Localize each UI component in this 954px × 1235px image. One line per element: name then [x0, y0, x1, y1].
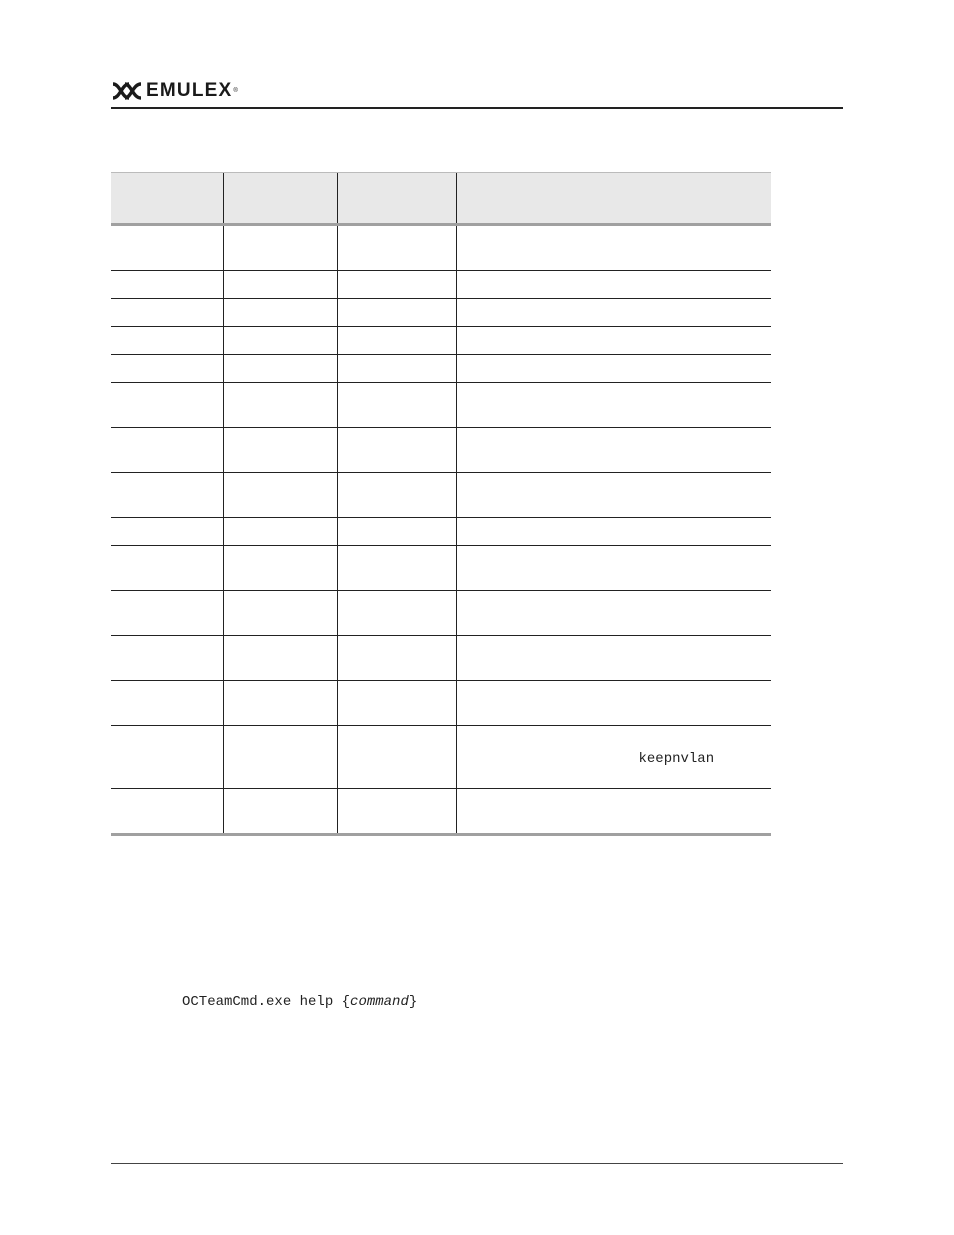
table-cell [223, 681, 337, 726]
table-row [111, 518, 771, 546]
table-cell [223, 518, 337, 546]
parameter-table [111, 172, 771, 836]
table-cell [337, 726, 456, 789]
table-row [111, 225, 771, 271]
footer-rule [111, 1163, 843, 1164]
syntax-command: OCTeamCmd.exe help [182, 994, 342, 1010]
table-cell [456, 591, 771, 636]
table-cell [337, 428, 456, 473]
table-row [111, 726, 771, 789]
table-cell [456, 789, 771, 835]
table-cell [111, 789, 223, 835]
syntax-brace-open: { [341, 994, 351, 1010]
table-cell [223, 726, 337, 789]
syntax-argument: command [350, 994, 409, 1010]
table-cell [456, 726, 771, 789]
table-row [111, 383, 771, 428]
table-cell [223, 473, 337, 518]
table-header-cell [456, 173, 771, 225]
table-row [111, 591, 771, 636]
table-cell [111, 327, 223, 355]
table-cell [111, 383, 223, 428]
table-cell [111, 271, 223, 299]
table-cell [337, 636, 456, 681]
table-cell [223, 789, 337, 835]
syntax-brace-close: } [408, 994, 418, 1010]
table-cell [223, 428, 337, 473]
table-cell [111, 428, 223, 473]
table-cell [456, 225, 771, 271]
table-cell [223, 546, 337, 591]
table-cell [337, 789, 456, 835]
table-cell [223, 636, 337, 681]
table-cell [456, 473, 771, 518]
table-cell [456, 327, 771, 355]
table-cell [111, 636, 223, 681]
table-cell [337, 383, 456, 428]
table-cell [223, 299, 337, 327]
table-cell [456, 546, 771, 591]
command-syntax [182, 994, 417, 1010]
table-cell [337, 591, 456, 636]
table-cell [111, 546, 223, 591]
table-cell [337, 299, 456, 327]
table-row [111, 681, 771, 726]
page-header [111, 80, 238, 102]
table-row [111, 789, 771, 835]
table-row [111, 271, 771, 299]
table-cell [337, 518, 456, 546]
table-cell [111, 225, 223, 271]
table-cell [223, 225, 337, 271]
table-header-cell [223, 173, 337, 225]
header-rule [111, 107, 843, 109]
table-cell [456, 428, 771, 473]
table-cell [456, 518, 771, 546]
table-cell [111, 726, 223, 789]
table-row [111, 636, 771, 681]
table-row [111, 546, 771, 591]
table-cell [111, 299, 223, 327]
table-row [111, 355, 771, 383]
table-cell [223, 591, 337, 636]
table-header-cell [337, 173, 456, 225]
table-cell [223, 355, 337, 383]
table-cell [456, 636, 771, 681]
keepnvlan-keyword: keepnvlan [638, 751, 715, 767]
table-cell [223, 327, 337, 355]
table-cell [111, 681, 223, 726]
table-cell [456, 299, 771, 327]
table-cell [337, 327, 456, 355]
table-cell [456, 355, 771, 383]
trademark: ® [233, 88, 238, 94]
table-cell [337, 225, 456, 271]
table-cell [456, 383, 771, 428]
table-cell [111, 591, 223, 636]
table-cell [223, 271, 337, 299]
brand-name: EMULEX [146, 80, 233, 101]
table-cell [337, 681, 456, 726]
table-row [111, 428, 771, 473]
table-cell [456, 271, 771, 299]
table-cell [111, 473, 223, 518]
table-cell [337, 355, 456, 383]
table-cell [337, 546, 456, 591]
emulex-logo-icon [111, 81, 143, 101]
table-cell [337, 271, 456, 299]
table-header-cell [111, 173, 223, 225]
table-header-row [111, 173, 771, 225]
table-cell [223, 383, 337, 428]
table-cell [337, 473, 456, 518]
table-cell [456, 681, 771, 726]
table-cell [111, 518, 223, 546]
table-row [111, 299, 771, 327]
table-cell [111, 355, 223, 383]
table-row [111, 473, 771, 518]
table-row [111, 327, 771, 355]
